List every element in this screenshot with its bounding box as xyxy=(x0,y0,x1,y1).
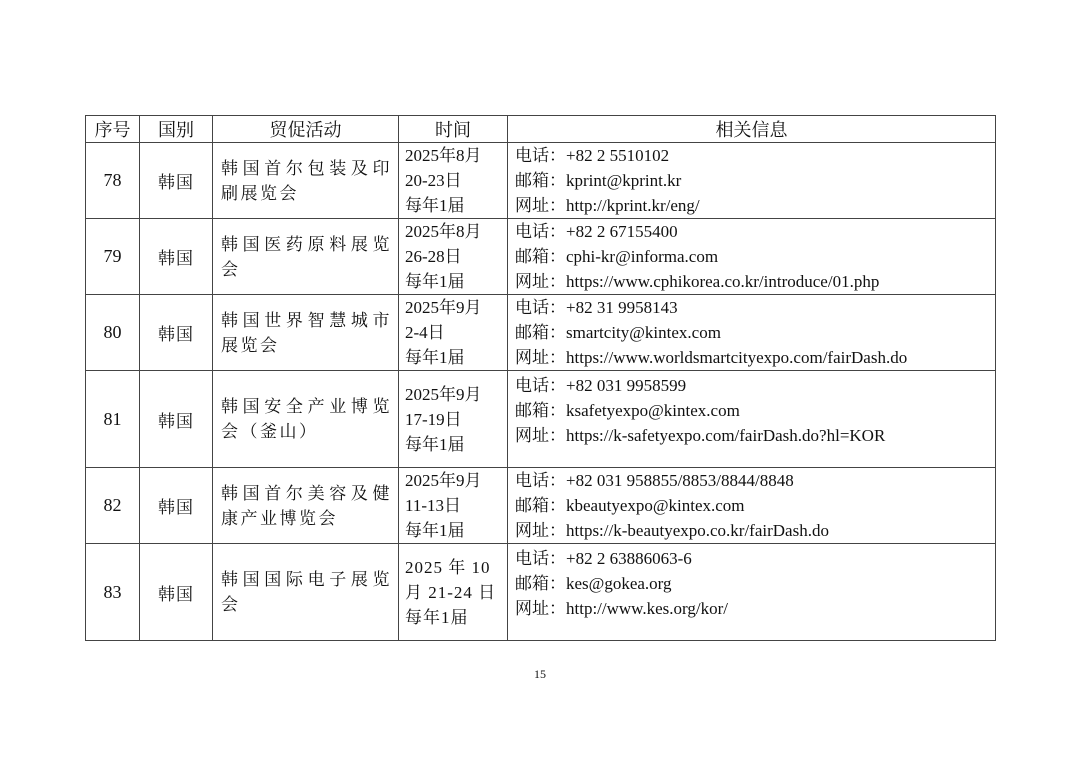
country-cell: 韩国 xyxy=(140,295,213,371)
time-frequency-line: 每年1届 xyxy=(405,272,465,291)
website-text: 网址：https://k-safetyexpo.com/fairDash.do?hl=KOR xyxy=(515,426,886,445)
seq-cell: 79 xyxy=(86,219,140,295)
time-date-line: 2025年8月 xyxy=(405,222,482,241)
info-cell xyxy=(508,295,996,371)
seq-cell: 83 xyxy=(86,544,140,641)
info-cell xyxy=(508,544,996,641)
table-row xyxy=(86,295,996,371)
info-cell xyxy=(508,219,996,295)
phone-text: 电话：+82 2 67155400 xyxy=(515,222,678,241)
header-time: 时间 xyxy=(399,116,508,143)
time-cell xyxy=(399,371,508,468)
time-frequency-line: 每年1届 xyxy=(405,348,465,367)
phone-text: 电话：+82 31 9958143 xyxy=(515,298,678,317)
time-cell xyxy=(399,295,508,371)
website-text: 网址：https://www.cphikorea.co.kr/introduce/01.php xyxy=(515,272,880,291)
country-cell: 韩国 xyxy=(140,544,213,641)
seq-cell: 81 xyxy=(86,371,140,468)
header-country: 国别 xyxy=(140,116,213,143)
website-text: 网址：https://www.worldsmartcityexpo.com/fairDash.do xyxy=(515,348,908,367)
time-date-line: 2025年8月 xyxy=(405,146,482,165)
country-cell: 韩国 xyxy=(140,143,213,219)
time-cell xyxy=(399,143,508,219)
time-days-line: 11-13日 xyxy=(405,496,462,515)
table-header-row xyxy=(86,116,996,143)
time-frequency-line: 每年1届 xyxy=(405,434,465,454)
time-date-line: 2025 年 10 xyxy=(405,557,491,577)
info-cell xyxy=(508,371,996,468)
time-cell xyxy=(399,219,508,295)
email-text: 邮箱：kprint@kprint.kr xyxy=(515,171,682,190)
page-number: 15 xyxy=(534,667,546,681)
activity-cell: 韩国首尔美容及健康产业博览会 xyxy=(213,468,399,544)
seq-cell: 80 xyxy=(86,295,140,371)
time-frequency-line: 每年1届 xyxy=(405,607,469,627)
time-days-line: 月 21-24 日 xyxy=(405,582,497,602)
time-frequency-line: 每年1届 xyxy=(405,196,465,215)
table-row xyxy=(86,544,996,641)
time-days-line: 17-19日 xyxy=(405,409,462,429)
activity-cell: 韩国世界智慧城市展览会 xyxy=(213,295,399,371)
seq-cell: 82 xyxy=(86,468,140,544)
website-text: 网址：http://kprint.kr/eng/ xyxy=(515,196,700,215)
header-seq: 序号 xyxy=(86,116,140,143)
seq-cell: 78 xyxy=(86,143,140,219)
website-text: 网址：https://k-beautyexpo.co.kr/fairDash.do xyxy=(515,521,829,540)
time-days-line: 20-23日 xyxy=(405,171,462,190)
activity-cell: 韩国首尔包装及印刷展览会 xyxy=(213,143,399,219)
country-cell: 韩国 xyxy=(140,371,213,468)
activity-cell: 韩国安全产业博览会（釜山） xyxy=(213,371,399,468)
phone-text: 电话：+82 031 9958599 xyxy=(515,376,687,395)
email-text: 邮箱：cphi-kr@informa.com xyxy=(515,247,719,266)
activity-cell: 韩国国际电子展览会 xyxy=(213,544,399,641)
table-row xyxy=(86,219,996,295)
phone-text: 电话：+82 2 5510102 xyxy=(515,146,670,165)
time-date-line: 2025年9月 xyxy=(405,298,482,317)
email-text: 邮箱：kes@gokea.org xyxy=(515,574,672,593)
header-activity: 贸促活动 xyxy=(213,116,399,143)
table-row xyxy=(86,371,996,468)
email-text: 邮箱：smartcity@kintex.com xyxy=(515,323,721,342)
time-date-line: 2025年9月 xyxy=(405,471,482,490)
phone-text: 电话：+82 031 958855/8853/8844/8848 xyxy=(515,471,794,490)
time-frequency-line: 每年1届 xyxy=(405,521,465,540)
phone-text: 电话：+82 2 63886063-6 xyxy=(515,549,692,568)
info-cell xyxy=(508,468,996,544)
country-cell: 韩国 xyxy=(140,468,213,544)
header-info: 相关信息 xyxy=(508,116,996,143)
time-days-line: 26-28日 xyxy=(405,247,462,266)
email-text: 邮箱：ksafetyexpo@kintex.com xyxy=(515,401,740,420)
time-date-line: 2025年9月 xyxy=(405,384,482,404)
time-days-line: 2-4日 xyxy=(405,323,445,342)
country-cell: 韩国 xyxy=(140,219,213,295)
info-cell xyxy=(508,143,996,219)
table-row xyxy=(86,143,996,219)
activity-cell: 韩国医药原料展览会 xyxy=(213,219,399,295)
time-cell xyxy=(399,468,508,544)
table-row xyxy=(86,468,996,544)
email-text: 邮箱：kbeautyexpo@kintex.com xyxy=(515,496,745,515)
website-text: 网址：http://www.kes.org/kor/ xyxy=(515,599,728,618)
trade-promotion-table xyxy=(85,115,996,641)
time-cell xyxy=(399,544,508,641)
